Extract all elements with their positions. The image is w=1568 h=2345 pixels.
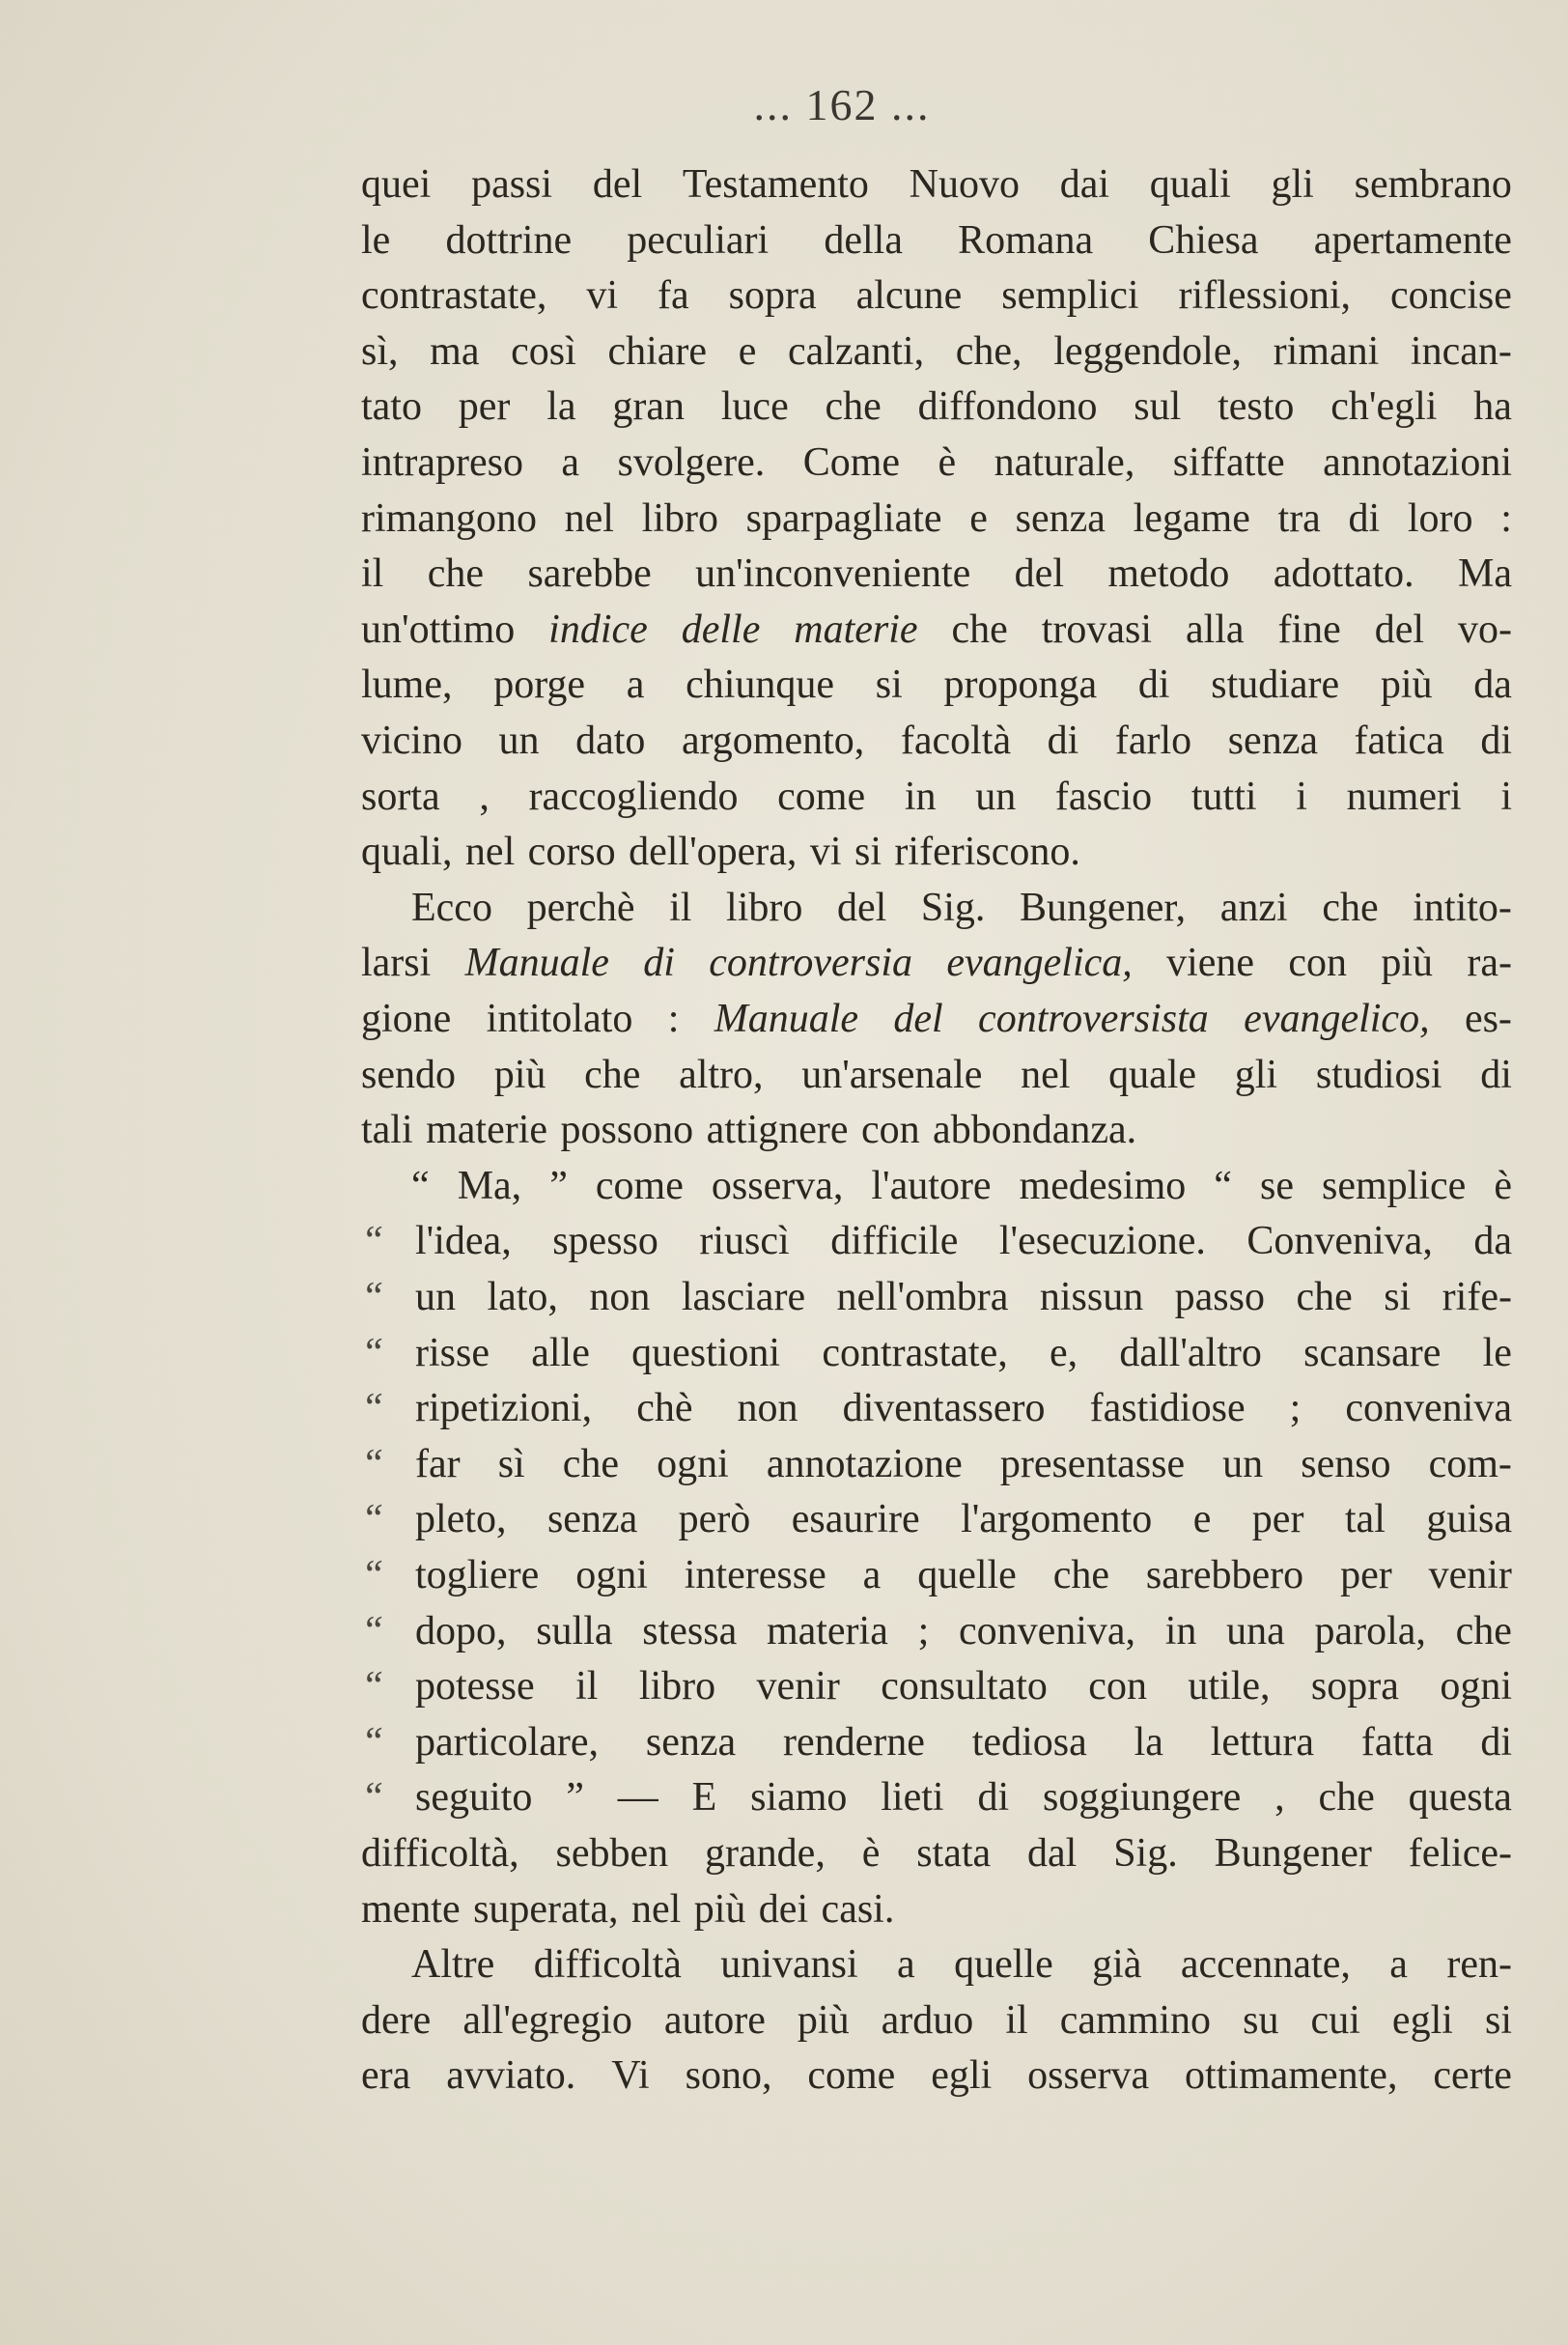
text-line: il che sarebbe un'inconveniente del metodo adottato. Ma <box>361 551 1512 597</box>
text-line: vicino un dato argomento, facoltà di farlo senza fatica di <box>361 719 1512 763</box>
text-line: le dottrine peculiari della Romana Chiesa apertamente <box>361 217 1512 263</box>
text-line: dere all'egregio autore più arduo il cammino su cui egli si <box>361 1997 1512 2043</box>
quote-mark: “ <box>361 1441 384 1486</box>
text-line: “ particolare, senza renderne tediosa la lettura fatta di <box>361 1714 1512 1770</box>
quote-mark: “ <box>361 1608 384 1653</box>
text-line: lume, porge a chiunque si proponga di studiare più da <box>361 663 1512 708</box>
text-line: quali, nel corso dell'opera, vi si riferiscono. <box>361 830 1080 875</box>
quote-mark: “ <box>361 1719 384 1765</box>
text-line: rimangono nel libro sparpagliate e senza legame tra di loro : <box>361 495 1512 541</box>
quote-mark: “ <box>361 1775 384 1821</box>
text-line: sendo più che altro, un'arsenale nel quale gli studiosi di <box>361 1052 1512 1097</box>
text-line: era avviato. Vi sono, come egli osserva ottimamente, certe <box>361 2053 1512 2099</box>
quote-mark: “ <box>361 1219 384 1264</box>
quote-mark: “ <box>361 1386 384 1431</box>
text-line: Altre difficoltà univansi a quelle già accennate, a ren- <box>411 1942 1512 1988</box>
quote-mark: “ <box>361 1275 384 1319</box>
text-line: “ dopo, sulla stessa materia ; conveniva, in una parola, che <box>361 1603 1512 1659</box>
text-line: un'ottimo indice delle materie che trovasi alla fine del vo- <box>361 607 1512 652</box>
text-line: intrapreso a svolgere. Come è naturale, siffatte annotazioni <box>361 440 1512 485</box>
text-line: Ecco perchè il libro del Sig. Bungener, anzi che intito- <box>411 885 1512 930</box>
text-line: “ l'idea, spesso riuscì difficile l'esecuzione. Conveniva, da <box>361 1213 1512 1269</box>
text-line: tali materie possono attignere con abbondanza. <box>361 1108 1137 1153</box>
text-line: “ un lato, non lasciare nell'ombra nissun passo che si rife- <box>361 1269 1512 1325</box>
text-line: sorta , raccogliendo come in un fascio tutti i numeri i <box>361 774 1512 819</box>
text-line: tato per la gran luce che diffondono sul testo ch'egli ha <box>361 384 1512 430</box>
quote-mark: “ <box>361 1330 384 1375</box>
text-line: sì, ma così chiare e calzanti, che, leggendole, rimani incan- <box>361 328 1512 374</box>
text-line: contrastate, vi fa sopra alcune semplici riflessioni, concise <box>361 273 1512 319</box>
text-line: difficoltà, sebben grande, è stata dal Sig. Bungener felice- <box>361 1831 1512 1876</box>
text-line: “ togliere ogni interesse a quelle che sarebbero per venir <box>361 1547 1512 1603</box>
text-line: “ ripetizioni, chè non diventassero fastidiose ; conveniva <box>361 1380 1512 1436</box>
text-line: “ potesse il libro venir consultato con utile, sopra ogni <box>361 1658 1512 1714</box>
quote-mark: “ <box>361 1497 384 1542</box>
text-line: quei passi del Testamento Nuovo dai quali gli sembrano <box>361 162 1512 207</box>
text-line: mente superata, nel più dei casi. <box>361 1886 895 1932</box>
text-line: “ pleto, senza però esaurire l'argomento e per tal guisa <box>361 1491 1512 1547</box>
quote-mark: “ <box>361 1664 384 1709</box>
quote-mark: “ <box>361 1553 384 1597</box>
text-line: gione intitolato : Manuale del controversista evangelico, es- <box>361 997 1512 1041</box>
text-line: “ far sì che ogni annotazione presentasse un senso com- <box>361 1436 1512 1492</box>
text-line: larsi Manuale di controversia evangelica, viene con più ra- <box>361 941 1512 986</box>
text-line: “ risse alle questioni contrastate, e, dall'altro scansare le <box>361 1325 1512 1381</box>
text-line: “ Ma, ” come osserva, l'autore medesimo “ se semplice è <box>411 1163 1512 1208</box>
page-number: ... 162 ... <box>753 80 931 129</box>
text-line: “ seguito ” — E siamo lieti di soggiungere , che questa <box>361 1769 1512 1825</box>
